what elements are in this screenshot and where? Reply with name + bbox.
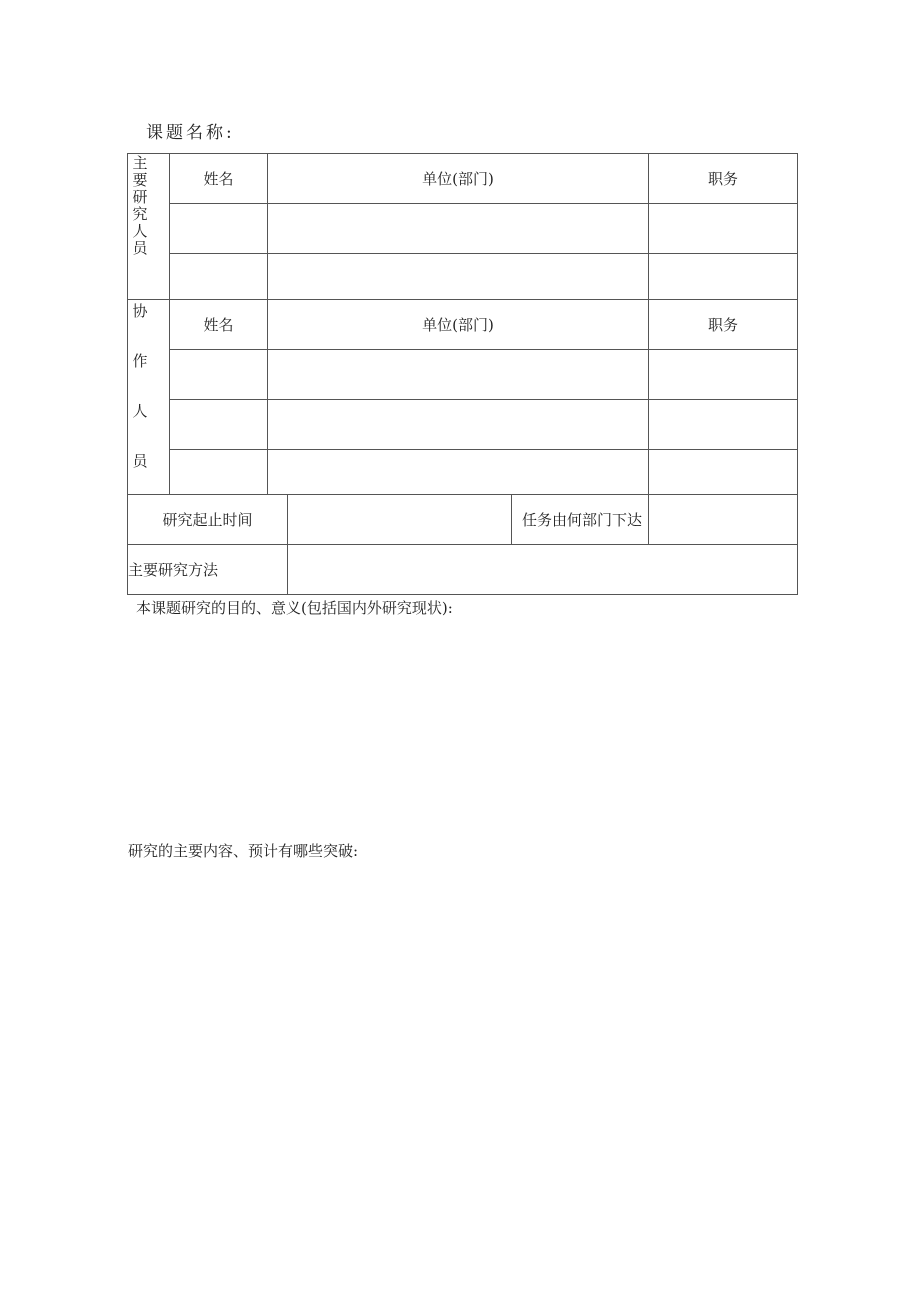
collaborators-label-char: 协 — [132, 302, 148, 320]
collaborators-side-label — [131, 303, 149, 503]
task-source-label: 任务由何部门下达 — [521, 510, 642, 529]
research-purpose-label: 本课题研究的目的、意义(包括国内外研究现状): — [136, 599, 453, 617]
main-researcher-row-1-name[interactable] — [170, 204, 267, 253]
main-researcher-row-1-unit[interactable] — [268, 204, 648, 253]
collaborator-row-2-position[interactable] — [649, 400, 797, 449]
collaborators-header-unit: 单位(部门) — [422, 315, 494, 334]
collaborators-label-char: 作 — [132, 352, 148, 370]
collaborator-row-2-unit[interactable] — [268, 400, 648, 449]
research-period-value[interactable] — [288, 495, 511, 544]
table-border-bottom — [127, 594, 798, 595]
collaborator-row-1-unit[interactable] — [268, 350, 648, 399]
main-researchers-header-position: 职务 — [707, 169, 738, 188]
table-border-right — [797, 153, 798, 595]
research-content-label: 研究的主要内容、预计有哪些突破: — [128, 842, 359, 860]
collaborator-row-1-position[interactable] — [649, 350, 797, 399]
main-researcher-row-2-unit[interactable] — [268, 254, 648, 299]
research-method-value[interactable] — [288, 545, 797, 594]
collaborators-label-char: 人 — [132, 402, 148, 420]
collaborators-header-position: 职务 — [707, 315, 738, 334]
main-researcher-row-2-name[interactable] — [170, 254, 267, 299]
main-researcher-row-1-position[interactable] — [649, 204, 797, 253]
research-method-label: 主要研究方法 — [128, 560, 219, 579]
collaborator-row-2-name[interactable] — [170, 400, 267, 449]
collaborator-row-3-position[interactable] — [649, 450, 797, 494]
collaborator-row-3-name[interactable] — [170, 450, 267, 494]
task-source-value[interactable] — [649, 495, 797, 544]
main-researcher-row-2-position[interactable] — [649, 254, 797, 299]
collaborator-row-1-name[interactable] — [170, 350, 267, 399]
collaborators-header-name: 姓名 — [203, 315, 234, 334]
table-line — [511, 494, 512, 544]
collaborators-label-char: 员 — [132, 452, 148, 470]
topic-title-label: 课题名称: — [146, 123, 235, 143]
collaborator-row-3-unit[interactable] — [268, 450, 648, 494]
research-period-label: 研究起止时间 — [162, 510, 253, 529]
main-researchers-header-unit: 单位(部门) — [422, 169, 494, 188]
main-researchers-side-label: 主要研究人员 — [132, 154, 148, 257]
main-researchers-header-name: 姓名 — [203, 169, 234, 188]
